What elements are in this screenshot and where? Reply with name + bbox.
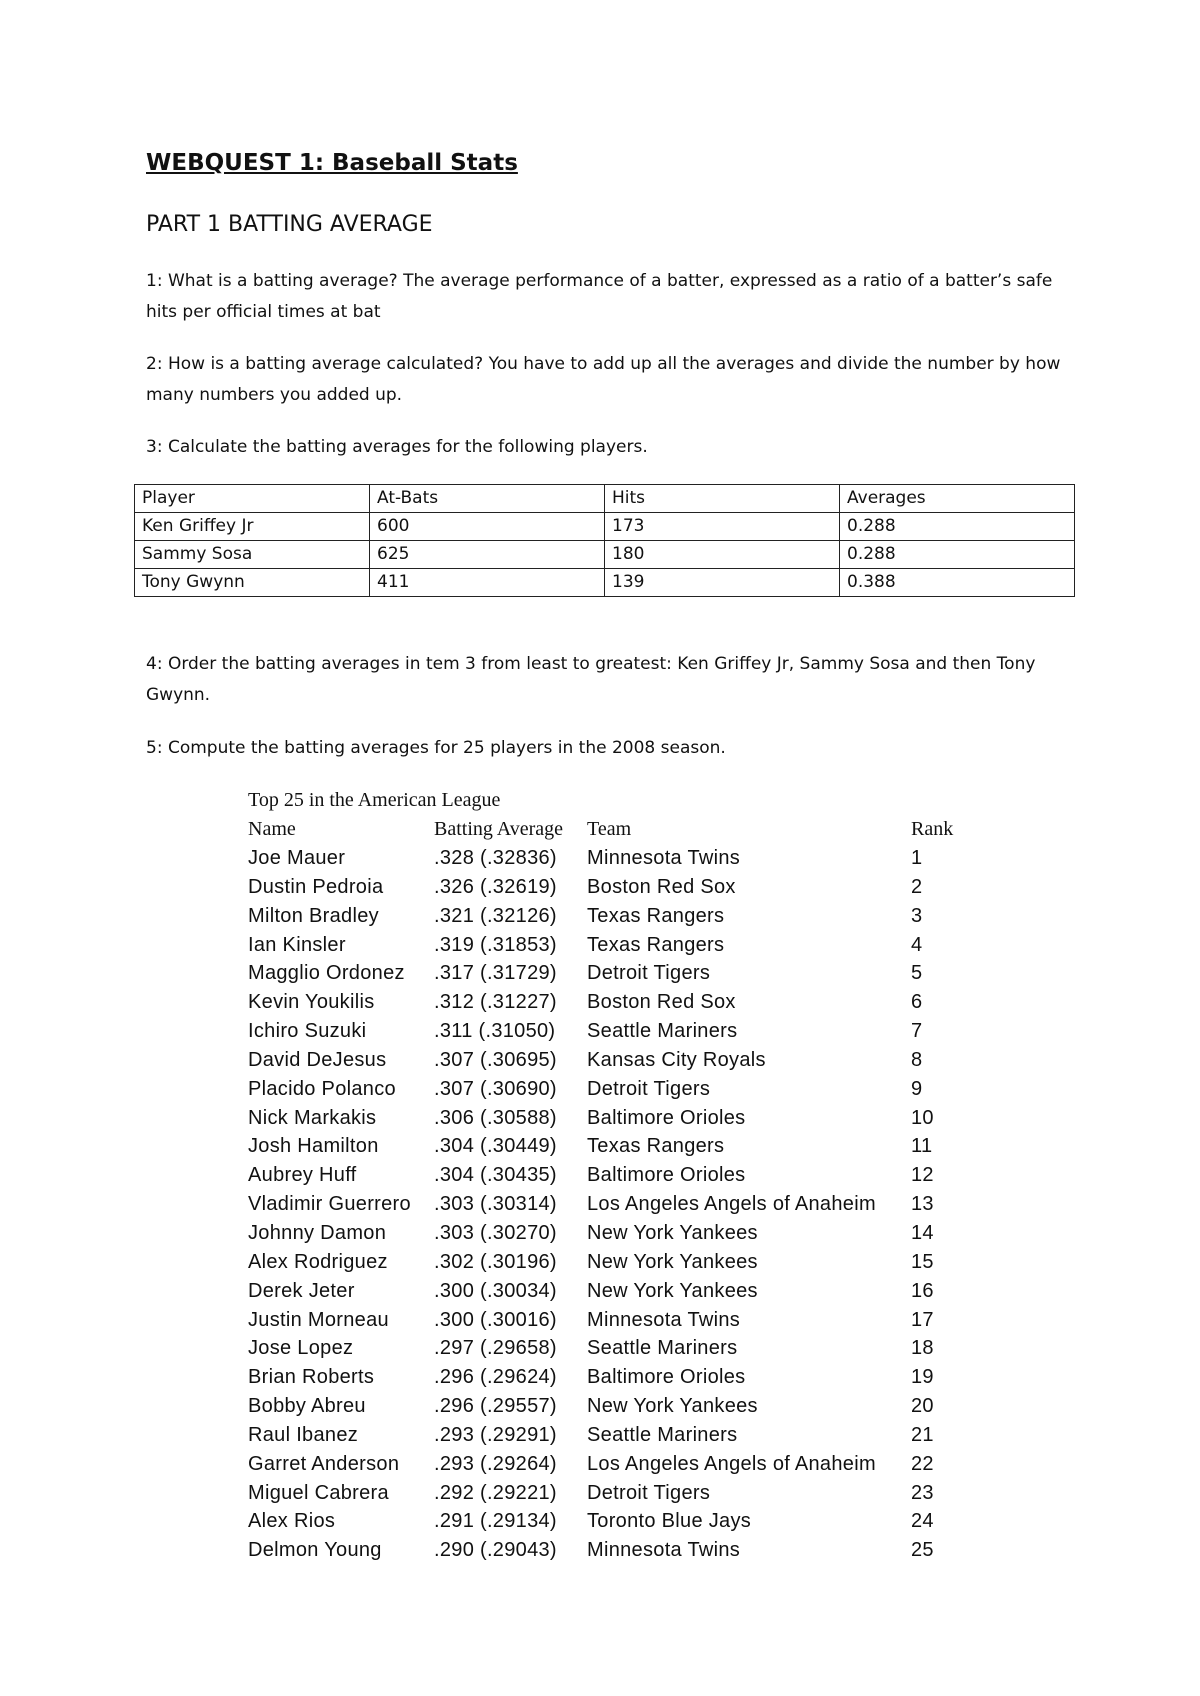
league-cell-rank: 21 <box>911 1423 934 1446</box>
league-cell-rank: 9 <box>911 1077 923 1100</box>
league-cell-rank: 16 <box>911 1279 934 1302</box>
league-cell-team: Los Angeles Angels of Anaheim <box>587 1193 876 1216</box>
league-cell-average: .293 (.29264) <box>434 1452 557 1475</box>
league-cell-name: Jose Lopez <box>248 1337 354 1360</box>
league-cell-name: Brian Roberts <box>248 1366 375 1389</box>
league-cell-team: New York Yankees <box>587 1221 758 1244</box>
list-item <box>248 1219 971 1248</box>
league-rows <box>248 844 971 1565</box>
list-item <box>248 1104 971 1133</box>
league-cell-average: .307 (.30695) <box>434 1048 557 1071</box>
league-cell-rank: 7 <box>911 1020 923 1043</box>
league-cell-team: Seattle Mariners <box>587 1337 738 1360</box>
list-item <box>248 1248 971 1277</box>
list-item <box>248 931 971 960</box>
list-item <box>248 1450 971 1479</box>
table-row <box>135 541 1075 569</box>
league-cell-name: Vladimir Guerrero <box>248 1193 411 1216</box>
league-cell-team: Minnesota Twins <box>587 1308 741 1331</box>
league-cell-team: Baltimore Orioles <box>587 1164 746 1187</box>
table-cell: Tony Gwynn <box>135 569 370 597</box>
list-item <box>248 959 971 988</box>
league-cell-team: Baltimore Orioles <box>587 1106 746 1129</box>
batting-average-table <box>134 484 1075 597</box>
league-cell-name: Garret Anderson <box>248 1452 400 1475</box>
league-cell-rank: 20 <box>911 1395 934 1418</box>
list-item <box>248 1190 971 1219</box>
league-cell-name: Nick Markakis <box>248 1106 377 1129</box>
league-cell-team: Los Angeles Angels of Anaheim <box>587 1452 876 1475</box>
league-cell-name: Ichiro Suzuki <box>248 1020 367 1043</box>
league-cell-average: .297 (.29658) <box>434 1337 557 1360</box>
league-cell-team: Seattle Mariners <box>587 1020 738 1043</box>
league-cell-rank: 19 <box>911 1366 934 1389</box>
league-cell-rank: 10 <box>911 1106 934 1129</box>
league-cell-average: .304 (.30435) <box>434 1164 557 1187</box>
question-5: 5: Compute the batting averages for 25 players in the 2008 season. <box>146 738 726 758</box>
section-heading: PART 1 BATTING AVERAGE <box>146 212 433 237</box>
league-cell-average: .300 (.30034) <box>434 1279 557 1302</box>
league-cell-average: .311 (.31050) <box>434 1020 556 1043</box>
list-item <box>248 1046 971 1075</box>
league-cell-team: New York Yankees <box>587 1250 758 1273</box>
list-item <box>248 1507 971 1536</box>
league-cell-average: .312 (.31227) <box>434 991 557 1014</box>
table-cell: 173 <box>605 513 840 541</box>
list-item <box>248 988 971 1017</box>
league-cell-average: .296 (.29557) <box>434 1395 557 1418</box>
table-row <box>135 569 1075 597</box>
league-cell-average: .319 (.31853) <box>434 933 557 956</box>
league-header-team: Team <box>587 818 632 840</box>
league-cell-name: Delmon Young <box>248 1539 382 1562</box>
question-3: 3: Calculate the batting averages for the following players. <box>146 437 648 457</box>
table-cell: 600 <box>370 513 605 541</box>
list-item <box>248 1161 971 1190</box>
league-cell-rank: 2 <box>911 875 923 898</box>
league-cell-team: Minnesota Twins <box>587 1539 741 1562</box>
list-item <box>248 1536 971 1565</box>
list-item <box>248 844 971 873</box>
league-cell-team: Detroit Tigers <box>587 1481 711 1504</box>
league-cell-name: Joe Mauer <box>248 847 346 869</box>
league-cell-average: .302 (.30196) <box>434 1250 557 1273</box>
league-cell-average: .307 (.30690) <box>434 1077 557 1100</box>
league-cell-team: Texas Rangers <box>587 933 725 956</box>
league-cell-team: Detroit Tigers <box>587 962 711 985</box>
league-cell-average: .291 (.29134) <box>434 1510 557 1533</box>
league-cell-rank: 14 <box>911 1221 934 1244</box>
league-cell-rank: 6 <box>911 991 923 1014</box>
league-cell-average: .293 (.29291) <box>434 1423 557 1446</box>
league-cell-average: .328 (.32836) <box>434 847 557 869</box>
table-cell: 411 <box>370 569 605 597</box>
list-item <box>248 1479 971 1508</box>
question-1: 1: What is a batting average? The average performance of a batter, expressed as a ratio of a batter’s safe hits per official times at bat <box>146 271 1053 322</box>
league-cell-team: Baltimore Orioles <box>587 1366 746 1389</box>
league-cell-name: Bobby Abreu <box>248 1395 366 1418</box>
table-cell: Ken Griffey Jr <box>135 513 370 541</box>
league-cell-average: .300 (.30016) <box>434 1308 557 1331</box>
league-cell-name: Kevin Youkilis <box>248 991 375 1014</box>
league-cell-average: .303 (.30314) <box>434 1193 557 1216</box>
league-cell-team: New York Yankees <box>587 1279 758 1302</box>
table-row <box>135 513 1075 541</box>
table-cell: 139 <box>605 569 840 597</box>
league-cell-rank: 3 <box>911 904 923 927</box>
league-cell-team: Boston Red Sox <box>587 991 736 1014</box>
question-2: 2: How is a batting average calculated? You have to add up all the averages and divide the number by how many numbers you added up. <box>146 354 1061 405</box>
table-cell: 0.288 <box>840 513 1075 541</box>
league-cell-average: .304 (.30449) <box>434 1135 557 1158</box>
league-cell-average: .326 (.32619) <box>434 875 557 898</box>
league-cell-average: .321 (.32126) <box>434 904 557 927</box>
league-cell-team: Seattle Mariners <box>587 1423 738 1446</box>
league-cell-name: Justin Morneau <box>248 1308 389 1331</box>
table-cell: Sammy Sosa <box>135 541 370 569</box>
list-item <box>248 1277 971 1306</box>
league-cell-rank: 22 <box>911 1452 934 1475</box>
document-title: WEBQUEST 1: Baseball Stats <box>146 150 518 176</box>
league-cell-name: Dustin Pedroia <box>248 875 384 898</box>
league-cell-rank: 23 <box>911 1481 934 1504</box>
table-header-cell: Player <box>135 485 370 513</box>
league-cell-name: Josh Hamilton <box>248 1135 379 1158</box>
league-cell-average: .292 (.29221) <box>434 1481 557 1504</box>
league-cell-team: Texas Rangers <box>587 1135 725 1158</box>
league-cell-name: Johnny Damon <box>248 1221 387 1244</box>
league-cell-name: David DeJesus <box>248 1048 387 1071</box>
list-item <box>248 1363 971 1392</box>
league-cell-name: Miguel Cabrera <box>248 1481 389 1504</box>
league-cell-rank: 17 <box>911 1308 934 1331</box>
league-cell-team: Minnesota Twins <box>587 847 741 869</box>
league-header-row <box>248 815 971 844</box>
league-cell-rank: 4 <box>911 933 923 956</box>
table-cell: 0.388 <box>840 569 1075 597</box>
list-item <box>248 873 971 902</box>
league-cell-name: Ian Kinsler <box>248 933 346 956</box>
league-cell-rank: 11 <box>911 1135 933 1158</box>
league-cell-average: .290 (.29043) <box>434 1539 557 1562</box>
league-cell-team: Kansas City Royals <box>587 1048 766 1071</box>
league-cell-rank: 15 <box>911 1250 934 1273</box>
league-cell-rank: 5 <box>911 962 923 985</box>
league-cell-rank: 1 <box>911 847 923 869</box>
league-cell-team: New York Yankees <box>587 1395 758 1418</box>
league-cell-name: Alex Rodriguez <box>248 1250 388 1273</box>
list-item <box>248 1132 971 1161</box>
league-cell-name: Derek Jeter <box>248 1279 355 1302</box>
league-header-average: Batting Average <box>434 818 564 840</box>
league-cell-name: Alex Rios <box>248 1510 336 1533</box>
list-item <box>248 1392 971 1421</box>
table-cell: 0.288 <box>840 541 1075 569</box>
table-header-cell: Averages <box>840 485 1075 513</box>
question-4: 4: Order the batting averages in tem 3 from least to greatest: Ken Griffey Jr, Sammy Sosa and then Tony Gwynn. <box>146 654 1036 705</box>
list-item <box>248 1421 971 1450</box>
table-header-cell: Hits <box>605 485 840 513</box>
league-header-name: Name <box>248 818 296 840</box>
league-cell-rank: 18 <box>911 1337 934 1360</box>
league-cell-team: Detroit Tigers <box>587 1077 711 1100</box>
league-cell-team: Boston Red Sox <box>587 875 736 898</box>
list-item <box>248 1017 971 1046</box>
league-cell-team: Texas Rangers <box>587 904 725 927</box>
table-cell: 180 <box>605 541 840 569</box>
league-cell-rank: 13 <box>911 1193 934 1216</box>
table-header-row <box>135 485 1075 513</box>
league-cell-name: Magglio Ordonez <box>248 962 405 985</box>
league-header-rank: Rank <box>911 818 954 840</box>
list-item <box>248 1306 971 1335</box>
league-leaders-list <box>248 786 971 1565</box>
league-cell-team: Toronto Blue Jays <box>587 1510 752 1533</box>
league-cell-name: Raul Ibanez <box>248 1423 359 1446</box>
league-cell-average: .296 (.29624) <box>434 1366 557 1389</box>
league-cell-name: Aubrey Huff <box>248 1164 357 1187</box>
league-cell-average: .306 (.30588) <box>434 1106 557 1129</box>
league-cell-average: .303 (.30270) <box>434 1221 557 1244</box>
league-cell-rank: 8 <box>911 1048 923 1071</box>
league-cell-name: Placido Polanco <box>248 1077 396 1100</box>
league-cell-rank: 12 <box>911 1164 934 1187</box>
list-item <box>248 1334 971 1363</box>
table-header-cell: At-Bats <box>370 485 605 513</box>
league-title: Top 25 in the American League <box>248 789 501 811</box>
table-cell: 625 <box>370 541 605 569</box>
list-item <box>248 902 971 931</box>
league-cell-average: .317 (.31729) <box>434 962 557 985</box>
list-item <box>248 1075 971 1104</box>
league-cell-name: Milton Bradley <box>248 904 379 927</box>
league-cell-rank: 25 <box>911 1539 934 1562</box>
league-cell-rank: 24 <box>911 1510 934 1533</box>
